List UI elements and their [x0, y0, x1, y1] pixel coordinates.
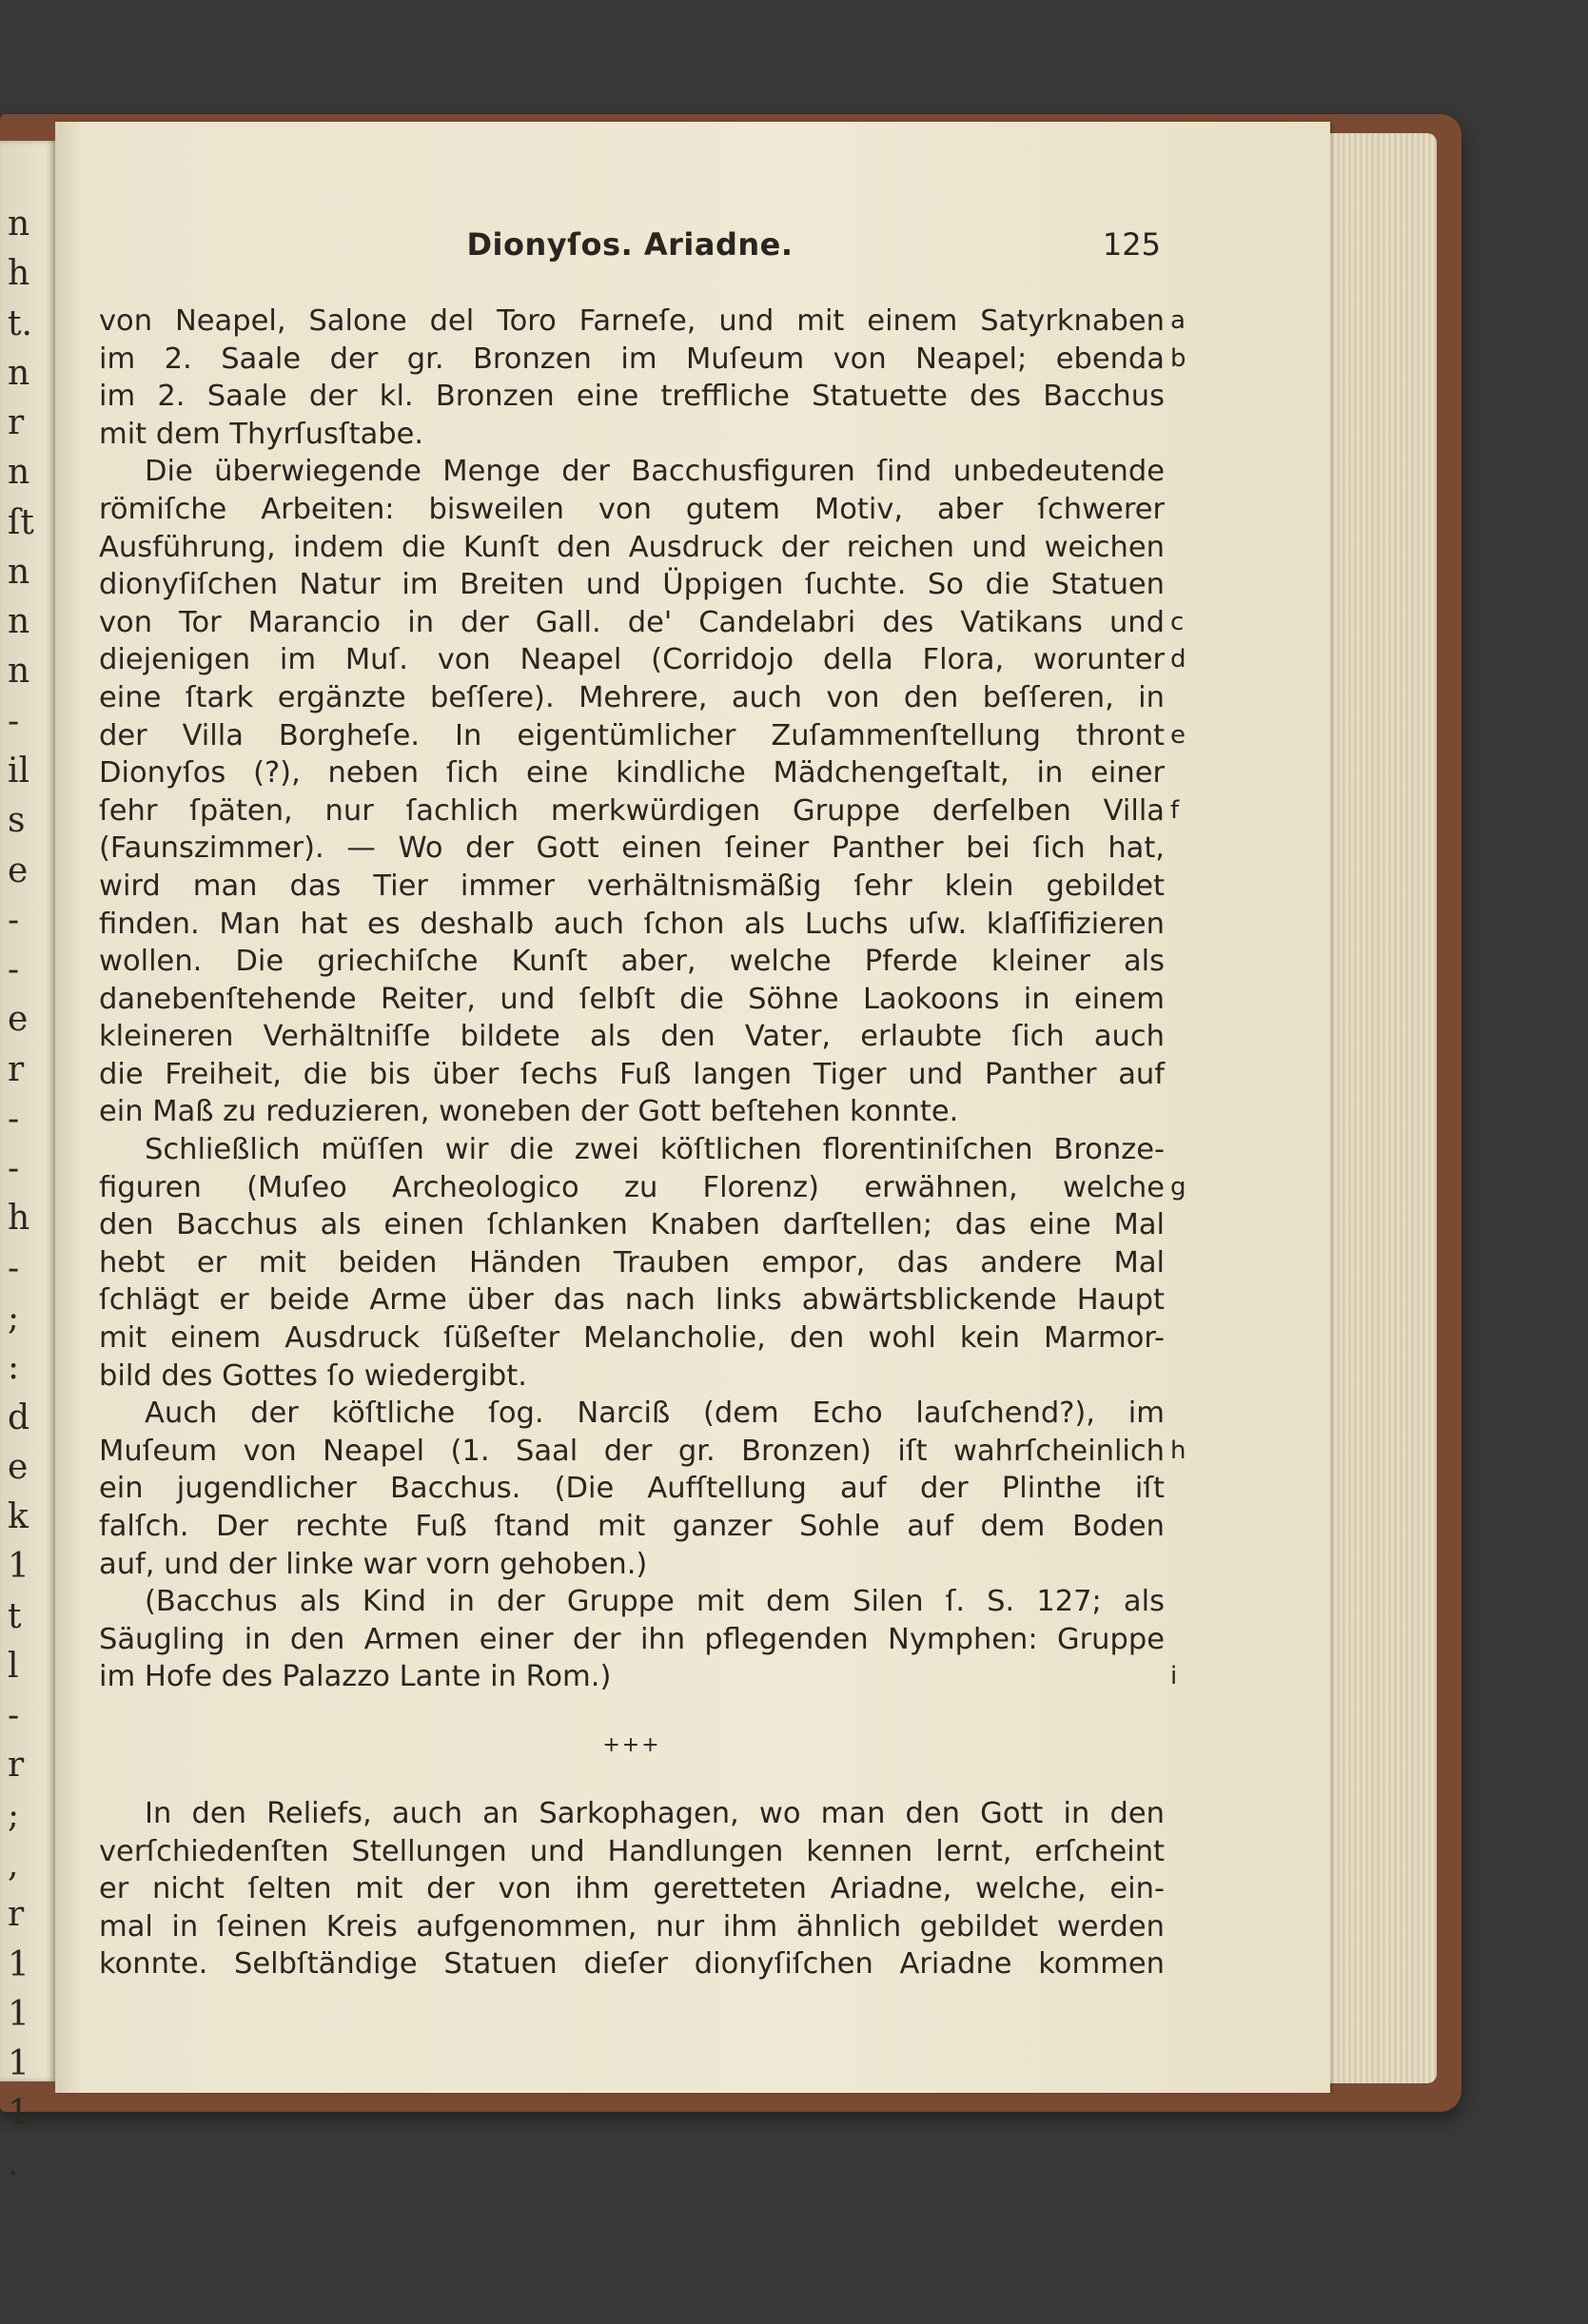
text-line: [99, 943, 1165, 981]
prev-page-letter: r: [8, 1746, 25, 1786]
text-line-content: diejenigen im Muſ. von Neapel (Corridojo della Flora, worunter: [99, 643, 1165, 677]
text-line: [99, 378, 1165, 416]
text-line: [99, 1546, 1165, 1584]
text-line: [99, 1244, 1165, 1282]
prev-page-letter: ,: [8, 1845, 19, 1885]
text-line: [99, 566, 1165, 604]
text-line-content: wollen. Die griechiſche Kunſt aber, welche Pferde kleiner als: [99, 945, 1165, 979]
previous-page-letters: [0, 141, 57, 2183]
text-line: [99, 1131, 1165, 1169]
text-line: [99, 1433, 1186, 1471]
margin-note-letter: e: [1170, 720, 1186, 750]
text-line-content: eine ſtark ergänzte beſſere). Mehrere, auch von den beſſeren, in: [99, 680, 1165, 714]
margin-note-letter: a: [1170, 306, 1186, 335]
text-line: [99, 754, 1165, 792]
prev-page-letter: -: [8, 950, 20, 990]
text-line: [99, 679, 1165, 717]
margin-note-letter: g: [1170, 1172, 1186, 1201]
prev-page-letter: e: [8, 1000, 29, 1040]
margin-note-letter: c: [1170, 607, 1185, 636]
text-line-content: wird man das Tier immer verhältnismäßig ſehr klein gebildet: [99, 869, 1165, 903]
spacer: [99, 1770, 1165, 1795]
text-line-content: im 2. Saale der kl. Bronzen eine treffliche Statuette des Bacchus: [99, 380, 1165, 414]
text-line: [99, 1621, 1165, 1659]
text-line: [99, 868, 1165, 906]
text-line-content: Säugling in den Armen einer der ihn pflegenden Nymphen: Gruppe: [99, 1622, 1165, 1656]
text-line-content: im Hofe des Palazzo Lante in Rom.): [99, 1660, 612, 1694]
text-line-content: ein jugendlicher Bacchus. (Die Aufſtellung auf der Plinthe iſt: [99, 1472, 1165, 1506]
text-line-content: er nicht ſelten mit der von ihm geretteten Ariadne, welche, ein-: [99, 1872, 1165, 1906]
text-line: [99, 1795, 1165, 1833]
text-line-content: Ausführung, indem die Kunſt den Ausdruck der reichen und weichen: [99, 530, 1165, 564]
text-line: [99, 1583, 1165, 1621]
prev-page-letter: n: [8, 552, 30, 592]
text-line: [99, 341, 1186, 379]
text-line-content: mit einem Ausdruck ſüßeſter Melancholie, den wohl kein Marmor-: [99, 1321, 1165, 1356]
text-line: [99, 1470, 1165, 1508]
page-number: 125: [1102, 226, 1161, 263]
text-line: [99, 1093, 1165, 1131]
text-line-content: Schließlich müſſen wir die zwei köſtlichen florentiniſchen Bronze-: [145, 1133, 1165, 1167]
text-line-content: finden. Man hat es deshalb auch ſchon als Luchs uſw. klaſſifizieren: [99, 907, 1165, 941]
prev-page-letter: h: [8, 1199, 30, 1239]
margin-note-letter: d: [1170, 645, 1186, 674]
text-line-content: Die überwiegende Menge der Bacchusfiguren ſind unbedeutende: [145, 455, 1165, 489]
text-line-content: der Villa Borgheſe. In eigentümlicher Zuſammenſtellung thront: [99, 718, 1165, 752]
text-line: [99, 416, 1165, 454]
prev-page-letter: h: [8, 254, 30, 294]
text-line-content: kleineren Verhältniſſe bildete als den Vater, erlaubte ſich auch: [99, 1020, 1165, 1054]
text-line-content: Dionyſos (?), neben ſich eine kindliche Mädchengeſtalt, in einer: [99, 756, 1165, 791]
prev-page-letter: n: [8, 453, 30, 493]
text-line: [99, 1395, 1165, 1433]
prev-page-letter: -: [8, 1149, 20, 1189]
prev-page-letter: il: [8, 751, 30, 791]
text-line: [99, 1169, 1186, 1207]
text-line-content: ſchlägt er beide Arme über das nach links abwärtsblickende Haupt: [99, 1283, 1165, 1318]
prev-page-letter: 1: [8, 1944, 29, 1984]
prev-page-letter: t.: [8, 303, 32, 343]
text-line-content: Auch der köſtliche ſog. Narciß (dem Echo lauſchend?), im: [145, 1396, 1165, 1431]
text-line-content: die Freiheit, die bis über ſechs Fuß langen Tiger und Panther auf: [99, 1057, 1165, 1091]
text-line-content: auf, und der linke war vorn gehoben.): [99, 1547, 648, 1581]
text-line: [99, 1833, 1165, 1871]
text-line-content: mal in ſeinen Kreis aufgenommen, nur ihm ähnlich gebildet werden: [99, 1909, 1165, 1943]
prev-page-letter: r: [8, 1049, 25, 1089]
prev-page-letter: ſt: [8, 502, 34, 542]
text-line-content: ſehr ſpäten, nur ſachlich merkwürdigen Gruppe derſelben Villa: [99, 793, 1165, 828]
text-line: [99, 641, 1186, 679]
text-line: [99, 1056, 1165, 1094]
page-fore-edge: [1323, 133, 1437, 2083]
prev-page-letter: ;: [8, 1298, 20, 1338]
text-line-content: im 2. Saale der gr. Bronzen im Muſeum von Neapel; ebenda: [99, 342, 1165, 376]
prev-page-letter: e: [8, 1447, 29, 1487]
text-line: [99, 1908, 1165, 1946]
page-header: [99, 226, 1161, 283]
text-line: [99, 1281, 1165, 1319]
prev-page-letter: -: [8, 900, 20, 940]
margin-note-letter: h: [1170, 1435, 1186, 1465]
prev-page-letter: n: [8, 652, 30, 692]
text-line: [99, 792, 1180, 830]
text-line-content: von Neapel, Salone del Toro Farneſe, und mit einem Satyrknaben: [99, 304, 1165, 338]
prev-page-letter: r: [8, 1895, 25, 1935]
prev-page-letter: 1: [8, 2044, 29, 2084]
text-line: [99, 717, 1186, 755]
margin-note-letter: b: [1170, 343, 1186, 373]
text-line-content: hebt er mit beiden Händen Trauben empor, das andere Mal: [99, 1245, 1165, 1279]
text-line: [99, 981, 1165, 1019]
text-line-content: (Faunszimmer). — Wo der Gott einen ſeiner Panther bei ſich hat,: [99, 831, 1165, 866]
prev-page-letter: l: [8, 1646, 19, 1686]
prev-page-letter: k: [8, 1497, 29, 1537]
text-line-content: bild des Gottes ſo wiedergibt.: [99, 1358, 527, 1393]
prev-page-letter: e: [8, 850, 29, 890]
page-body: [99, 303, 1186, 1983]
text-line-content: den Bacchus als einen ſchlanken Knaben darſtellen; das eine Mal: [99, 1208, 1165, 1242]
prev-page-letter: s: [8, 801, 26, 841]
text-line: [99, 1206, 1165, 1244]
text-line: [99, 1357, 1165, 1396]
prev-page-letter: ;: [8, 1795, 20, 1835]
prev-page-letter: 1: [8, 1547, 29, 1587]
text-line-content: konnte. Selbſtändige Statuen dieſer dionyſiſchen Ariadne kommen: [99, 1947, 1165, 1982]
prev-page-letter: n: [8, 205, 30, 244]
text-line: [99, 1658, 1178, 1696]
text-line: [99, 1508, 1165, 1546]
prev-page-letter: :: [8, 1348, 20, 1388]
prev-page-letter: -: [8, 1099, 20, 1139]
prev-page-letter: n: [8, 353, 30, 393]
text-line: [99, 1945, 1165, 1983]
text-line: [99, 1018, 1165, 1056]
prev-page-letter: t: [8, 1596, 22, 1636]
prev-page-letter: -: [8, 1248, 20, 1288]
text-line: [99, 830, 1165, 868]
section-separator: +++: [602, 1732, 661, 1757]
text-line-content: von Tor Marancio in der Gall. de' Candelabri des Vatikans und: [99, 605, 1165, 639]
margin-note-letter: i: [1170, 1662, 1178, 1691]
prev-page-letter: r: [8, 403, 25, 443]
prev-page-letter: 1: [8, 2094, 29, 2134]
prev-page-letter: d: [8, 1397, 30, 1437]
prev-page-letter: n: [8, 602, 30, 642]
text-line: [99, 303, 1186, 341]
text-line-content: verſchiedenſten Stellungen und Handlungen kennen lernt, erſcheint: [99, 1834, 1165, 1868]
prev-page-letter: .: [8, 2143, 19, 2183]
text-line-content: danebenſtehende Reiter, und ſelbſt die Söhne Laokoons in einem: [99, 982, 1165, 1016]
text-line-content: figuren (Muſeo Archeologico zu Florenz) erwähnen, welche: [99, 1170, 1165, 1204]
text-line: [99, 1319, 1165, 1357]
prev-page-letter: -: [8, 1696, 20, 1736]
text-line-content: mit dem Thyrſusſtabe.: [99, 417, 424, 451]
text-line-content: In den Reliefs, auch an Sarkophagen, wo man den Gott in den: [145, 1796, 1165, 1830]
text-line-content: (Bacchus als Kind in der Gruppe mit dem Silen ſ. S. 127; als: [145, 1585, 1165, 1619]
text-line: [99, 453, 1165, 491]
text-line: [99, 1870, 1165, 1908]
text-line: [99, 529, 1165, 567]
text-line: [99, 491, 1165, 529]
running-head: Dionyſos. Ariadne.: [466, 226, 794, 263]
spacer: [99, 1696, 1165, 1721]
prev-page-letter: -: [8, 701, 20, 741]
text-line-content: römiſche Arbeiten: bisweilen von gutem Motiv, aber ſchwerer: [99, 492, 1165, 526]
text-line: [99, 604, 1185, 642]
text-line-content: falſch. Der rechte Fuß ſtand mit ganzer Sohle auf dem Boden: [99, 1510, 1165, 1543]
text-line: [99, 906, 1165, 944]
text-line-content: Muſeum von Neapel (1. Saal der gr. Bronzen) iſt wahrſcheinlich: [99, 1434, 1165, 1468]
text-line-content: ein Maß zu reduzieren, woneben der Gott beſtehen konnte.: [99, 1095, 959, 1129]
margin-note-letter: f: [1170, 795, 1180, 825]
prev-page-letter: 1: [8, 1994, 29, 2034]
text-line-content: dionyſiſchen Natur im Breiten und Üppigen ſuchte. So die Statuen: [99, 568, 1165, 602]
previous-page-edge: [0, 141, 57, 2183]
